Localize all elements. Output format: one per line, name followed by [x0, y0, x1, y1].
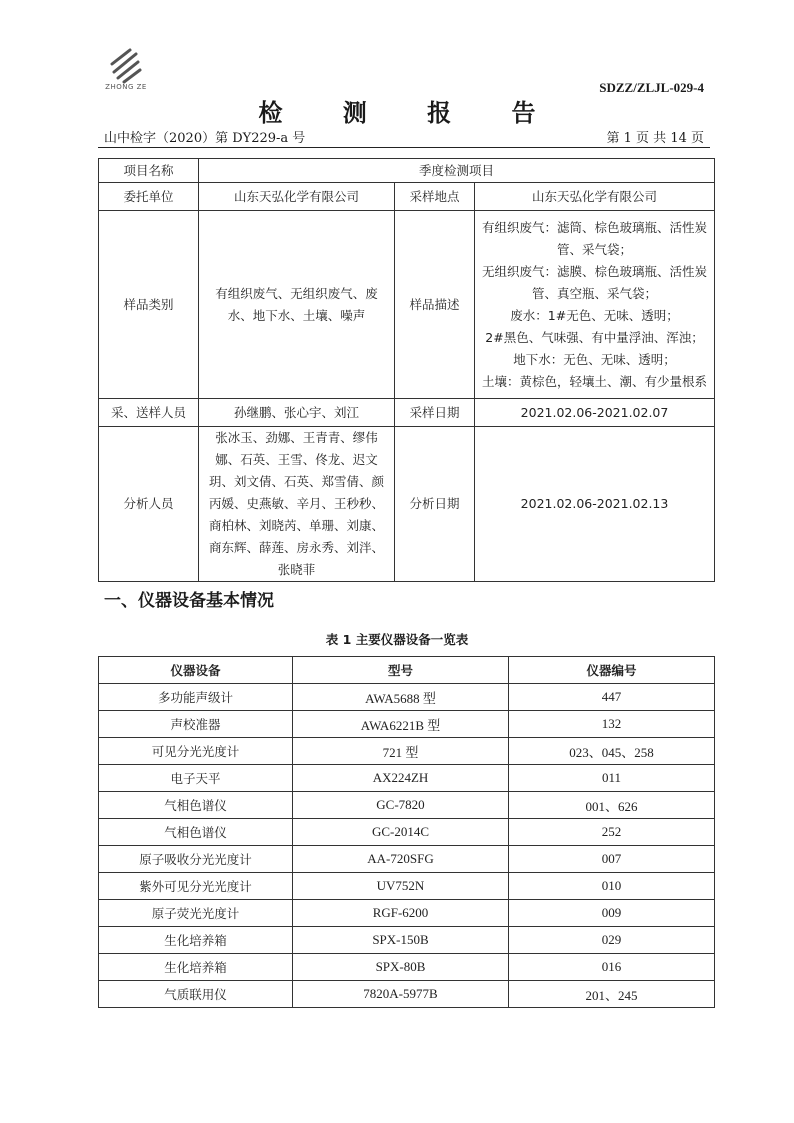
- equipment-name-cell: 原子吸收分光光度计: [99, 846, 293, 873]
- equipment-name-cell: 生化培养箱: [99, 954, 293, 981]
- table-row: [99, 399, 715, 427]
- logo-text: ZHONG ZE: [105, 83, 147, 91]
- equipment-id-cell: 016: [509, 954, 715, 981]
- equipment-name-cell: 可见分光光度计: [99, 738, 293, 765]
- table-row: [99, 211, 715, 399]
- table-row: [99, 765, 715, 792]
- equipment-model-cell: AX224ZH: [293, 765, 509, 792]
- equipment-name-cell: 紫外可见分光光度计: [99, 873, 293, 900]
- equipment-id-cell: 007: [509, 846, 715, 873]
- table-row: [99, 427, 715, 582]
- equipment-id-cell: 132: [509, 711, 715, 738]
- equipment-name-cell: 原子荧光光度计: [99, 900, 293, 927]
- equipment-model-cell: SPX-150B: [293, 927, 509, 954]
- table-row: [99, 954, 715, 981]
- sample-category-value: 有组织废气、无组织废气、废水、地下水、土壤、噪声: [199, 211, 395, 399]
- description-line: 土壤：黄棕色，轻壤土、潮、有少量根系: [482, 373, 708, 389]
- equipment-id-cell: 010: [509, 873, 715, 900]
- equipment-id-cell: 001、626: [509, 792, 715, 819]
- header-rule: [98, 147, 710, 148]
- equipment-id-cell: 201、245: [509, 981, 715, 1008]
- description-line: 废水：1#无色、无味、透明；: [510, 307, 679, 323]
- column-header-equipment: 仪器设备: [99, 657, 293, 684]
- table-row: [99, 738, 715, 765]
- client-label: 委托单位: [99, 183, 199, 211]
- table-row: [99, 684, 715, 711]
- equipment-model-cell: GC-7820: [293, 792, 509, 819]
- table-row: [99, 873, 715, 900]
- sample-category-label: 样品类别: [99, 211, 199, 399]
- table-row: [99, 819, 715, 846]
- sampling-date-value: 2021.02.06-2021.02.07: [475, 399, 715, 427]
- equipment-id-cell: 011: [509, 765, 715, 792]
- equipment-name-cell: 气相色谱仪: [99, 819, 293, 846]
- equipment-model-cell: UV752N: [293, 873, 509, 900]
- analysis-date-label: 分析日期: [395, 427, 475, 582]
- description-line: 无组织废气：滤膜、棕色玻璃瓶、活性炭管、真空瓶、采气袋；: [482, 263, 708, 301]
- equipment-model-cell: SPX-80B: [293, 954, 509, 981]
- equipment-table-body: [99, 684, 715, 1008]
- sampler-value: 孙继鹏、张心宇、刘江: [199, 399, 395, 427]
- equipment-name-cell: 多功能声级计: [99, 684, 293, 711]
- description-line: 有组织废气：滤筒、棕色玻璃瓶、活性炭管、采气袋；: [482, 219, 708, 257]
- equipment-name-cell: 电子天平: [99, 765, 293, 792]
- equipment-id-cell: 447: [509, 684, 715, 711]
- equipment-name-cell: 气相色谱仪: [99, 792, 293, 819]
- sampler-label: 采、送样人员: [99, 399, 199, 427]
- client-value: 山东天弘化学有限公司: [199, 183, 395, 211]
- report-number: 山中检字（2020）第 DY229-a 号: [104, 131, 306, 146]
- column-header-id: 仪器编号: [509, 657, 715, 684]
- analyst-label: 分析人员: [99, 427, 199, 582]
- equipment-name-cell: 气质联用仪: [99, 981, 293, 1008]
- equipment-id-cell: 023、045、258: [509, 738, 715, 765]
- equipment-model-cell: RGF-6200: [293, 900, 509, 927]
- table-row: [99, 711, 715, 738]
- table-row: [99, 792, 715, 819]
- table-row: [99, 159, 715, 183]
- table-row: [99, 981, 715, 1008]
- table-row: [99, 927, 715, 954]
- report-info-table: [98, 158, 715, 582]
- equipment-id-cell: 252: [509, 819, 715, 846]
- sampling-site-value: 山东天弘化学有限公司: [475, 183, 715, 211]
- equipment-id-cell: 029: [509, 927, 715, 954]
- section-heading: 一、仪器设备基本情况: [104, 591, 274, 611]
- table-row: [99, 183, 715, 211]
- equipment-name-cell: 声校准器: [99, 711, 293, 738]
- sample-description-label: 样品描述: [395, 211, 475, 399]
- column-header-model: 型号: [293, 657, 509, 684]
- document-code: SDZZ/ZLJL-029-4: [599, 80, 704, 95]
- equipment-model-cell: AWA5688 型: [293, 684, 509, 711]
- equipment-model-cell: AWA6221B 型: [293, 711, 509, 738]
- sample-description-value: [475, 211, 715, 399]
- table-header-row: [99, 657, 715, 684]
- analyst-value: 张冰玉、劲娜、王青青、缪伟娜、石英、王雪、佟龙、迟文玥、刘文倩、石英、郑雪倩、颜丙媛、史燕敏、辛月、王秒秒、商柏林、刘晓芮、单珊、刘康、商东辉、薛莲、房永秀、刘泮、张晓菲: [199, 427, 395, 582]
- report-title: 检 测 报 告: [258, 99, 562, 127]
- equipment-model-cell: GC-2014C: [293, 819, 509, 846]
- equipment-model-cell: 7820A-5977B: [293, 981, 509, 1008]
- equipment-model-cell: AA-720SFG: [293, 846, 509, 873]
- analysis-date-value: 2021.02.06-2021.02.13: [475, 427, 715, 582]
- sampling-site-label: 采样地点: [395, 183, 475, 211]
- table-row: [99, 900, 715, 927]
- project-label: 项目名称: [99, 159, 199, 183]
- description-line: 地下水：无色、无味、透明；: [513, 351, 676, 367]
- project-value: 季度检测项目: [199, 159, 715, 183]
- table-caption: 表 1 主要仪器设备一览表: [325, 632, 469, 647]
- page-indicator: 第 1 页 共 14 页: [606, 131, 704, 146]
- sampling-date-label: 采样日期: [395, 399, 475, 427]
- equipment-name-cell: 生化培养箱: [99, 927, 293, 954]
- table-row: [99, 846, 715, 873]
- equipment-model-cell: 721 型: [293, 738, 509, 765]
- description-line: 2#黑色、气味强、有中量浮油、浑浊；: [485, 329, 704, 345]
- equipment-id-cell: 009: [509, 900, 715, 927]
- equipment-table: [98, 656, 715, 1008]
